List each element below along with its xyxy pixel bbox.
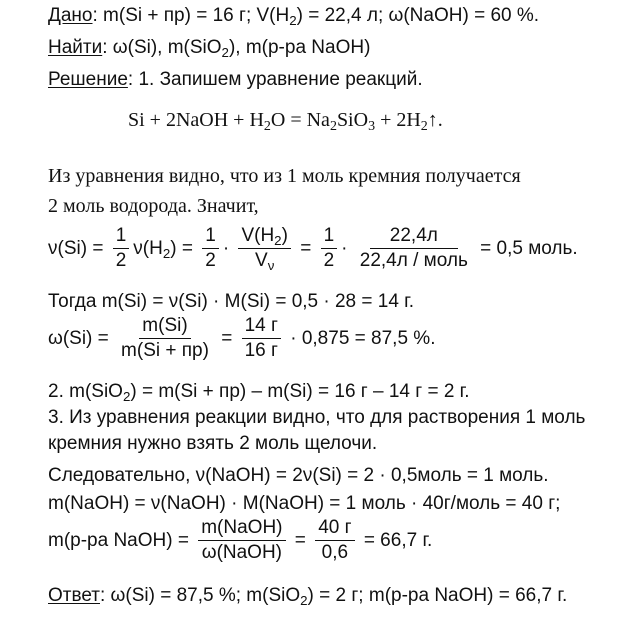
answer-line: Ответ: ω(Si) = 87,5 %; m(SiO$_2$) = 2 г; m(р-ра NaOH) = 66,7 г. xyxy=(48,585,568,608)
fraction: $\frac{1}{2}$ xyxy=(202,225,219,272)
fraction: $\frac{\text{m(NaOH)}}{\text{ω(NaOH)}}$ xyxy=(198,517,285,564)
omega-si-calculation: ω(Si) = $\frac{m(Si)}{m(Si + пр)}$ = $\frac{14 г}{16 г}$ · 0,875 = 87,5 %. xyxy=(48,315,436,362)
then-line: Тогда m(Si) = ν(Si) · M(Si) = 0,5 · 28 = 14 г. xyxy=(48,291,415,312)
reaction-equation: Si + 2NaOH + $H_2O = Na_2SiO_3$ + $2H_2↑$. xyxy=(128,109,443,135)
find-label: Найти xyxy=(48,37,103,58)
fraction: $\frac{V(H_2)}{V_\nu}$ xyxy=(238,225,290,272)
m-naoh-line: m(NaOH) = ν(NaOH) · M(NaOH) = 1 моль · 40г/моль = 40 г; xyxy=(48,493,561,514)
fraction: $\frac{14 г}{16 г}$ xyxy=(242,315,281,362)
fraction: $\frac{22,4л}{\text{22,4л / моль}}$ xyxy=(359,225,468,272)
step-3-line-1: 3. Из уравнения реакции видно, что для растворения 1 моль xyxy=(48,407,586,428)
solution-line: Решение: 1. Запишем уравнение реакций. xyxy=(48,69,423,90)
step-2-line: 2. m(SiO$_2$) = m(Si + пр) – m(Si) = 16 г – 14 г = 2 г. xyxy=(48,381,470,404)
find-line: Найти: ω(Si), m(SiO$_2$), m(р-ра NaOH) xyxy=(48,37,371,60)
gas-arrow-icon: ↑ xyxy=(427,109,438,131)
given-label: Дано xyxy=(48,5,93,26)
fraction: $\frac{1}{2}$ xyxy=(321,225,338,272)
paragraph-line-1: Из уравнения видно, что из 1 моль кремния получается xyxy=(48,165,521,187)
fraction: $\frac{40 г}{0,6}$ xyxy=(315,517,354,564)
given-line: Дано: m(Si + пр) = 16 г; $V(H_2) = 22,4$ л; ω(NaOH) = 60 %. xyxy=(48,5,540,28)
solution-label: Решение xyxy=(48,69,128,90)
fraction: $\frac{m(Si)}{m(Si + пр)}$ xyxy=(121,315,209,362)
fraction: $\frac{1}{2}$ xyxy=(113,225,130,272)
step-3-line-2: кремния нужно взять 2 моль щелочи. xyxy=(48,433,378,454)
answer-label: Ответ xyxy=(48,585,100,606)
solution-mass-calculation: m(р-ра NaOH) = $\frac{\text{m(NaOH)}}{\text{ω(NaOH)}}$ = $\frac{40 г}{0,6}$ = 66,7 г. xyxy=(48,517,433,564)
hence-line: Следовательно, ν(NaOH) = 2ν(Si) = 2 · 0,5моль = 1 моль. xyxy=(48,465,549,486)
paragraph-line-2: 2 моль водорода. Значит, xyxy=(48,195,259,217)
nu-si-calculation: ν(Si) = $\frac{1}{2}$ $\nu(H_2)$ = $\frac{1}{2}$ · $\frac{V(H_2)}{V_\nu}$ = $\frac{1}{2}$ · $\frac{22,4л}{\text{22,4л / моль}}$ = 0,5 моль. xyxy=(48,225,578,274)
